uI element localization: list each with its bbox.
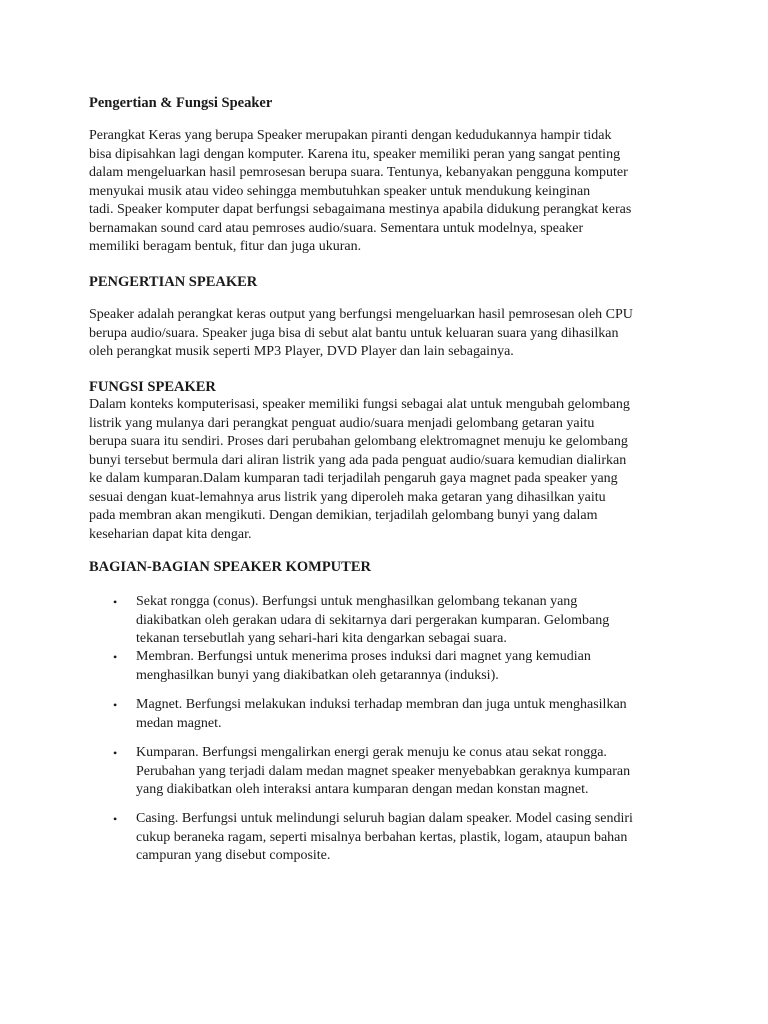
list-item-text: [136, 648, 591, 685]
text-line: memiliki beragam bentuk, fitur dan juga ukuran.: [89, 239, 362, 254]
text-line: pada membran akan mengikuti. Dengan demikian, terjadilah gelombang bunyi yang dalam: [89, 508, 598, 523]
pengertian-paragraph: [89, 306, 633, 362]
heading-fungsi: FUNGSI SPEAKER: [89, 379, 216, 395]
text-line: Perangkat Keras yang berupa Speaker merupakan piranti dengan kedudukannya hampir tidak: [89, 128, 612, 143]
heading-pengertian: PENGERTIAN SPEAKER: [89, 274, 258, 290]
list-item-text: [136, 744, 630, 800]
bullet-icon: •: [113, 812, 118, 826]
text-line: Dalam konteks komputerisasi, speaker memiliki fungsi sebagai alat untuk mengubah gelombang: [89, 397, 630, 412]
text-line: ke dalam kumparan.Dalam kumparan tadi terjadilah pengaruh gaya magnet pada speaker yang: [89, 471, 618, 486]
fungsi-paragraph: [89, 396, 630, 544]
text-line: tekanan tersebutlah yang sehari-hari kita dengarkan sebagai suara.: [136, 631, 507, 646]
bullet-icon: •: [113, 650, 118, 664]
text-line: menyukai musik atau video sehingga membutuhkan speaker untuk mendukung keinginan: [89, 183, 591, 199]
text-line: menghasilkan bunyi yang diakibatkan oleh getarannya (induksi).: [136, 667, 499, 683]
text-line: Membran. Berfungsi untuk menerima proses induksi dari magnet yang kemudian: [136, 649, 591, 664]
list-item-text: [136, 593, 609, 649]
text-line: campuran yang disebut composite.: [136, 848, 331, 863]
text-line: Perubahan yang terjadi dalam medan magnet speaker menyebabkan geraknya kumparan: [136, 763, 631, 779]
document-title: Pengertian & Fungsi Speaker: [89, 95, 273, 111]
bullet-icon: •: [113, 595, 118, 609]
text-line: bernamakan sound card atau pemroses audio/suara. Sementara untuk modelnya, speaker: [89, 220, 584, 236]
text-line: bunyi tersebut bermula dari aliran listrik yang ada pada penguat audio/suara kemudian dialirkan: [89, 452, 627, 468]
text-line: listrik yang mulanya dari perangkat penguat audio/suara menjadi gelombang getaran yaitu: [89, 415, 595, 431]
text-line: keseharian dapat kita dengar.: [89, 526, 252, 542]
text-line: oleh perangkat musik seperti MP3 Player, DVD Player dan lain sebagainya.: [89, 344, 514, 359]
text-line: cukup beraneka ragam, seperti misalnya berbahan kertas, plastik, logam, ataupun bahan: [136, 829, 628, 845]
list-item-text: [136, 810, 633, 866]
text-line: yang diakibatkan oleh interaksi antara kumparan dengan medan konstan magnet.: [136, 782, 589, 797]
intro-paragraph: [89, 127, 631, 257]
bullet-icon: •: [113, 746, 118, 760]
text-line: diakibatkan oleh gerakan udara di sekitarnya dari pergerakan kumparan. Gelombang: [136, 612, 610, 628]
text-line: berupa suara itu sendiri. Proses dari perubahan gelombang elektromagnet menuju ke gelombang: [89, 434, 628, 449]
text-line: Speaker adalah perangkat keras output yang berfungsi mengeluarkan hasil pemrosesan oleh CPU: [89, 307, 633, 322]
text-line: sesuai dengan kuat-lemahnya arus listrik yang diperoleh maka getaran yang dihasilkan yaitu: [89, 489, 606, 505]
bullet-icon: •: [113, 698, 118, 712]
text-line: Sekat rongga (conus). Berfungsi untuk menghasilkan gelombang tekanan yang: [136, 594, 578, 609]
text-line: dalam mengeluarkan hasil pemrosesan berupa suara. Tentunya, kebanyakan pengguna komputer: [89, 165, 628, 180]
text-line: bisa dipisahkan lagi dengan komputer. Karena itu, speaker memiliki peran yang sangat penting: [89, 146, 621, 162]
text-line: medan magnet.: [136, 715, 222, 731]
text-line: berupa audio/suara. Speaker juga bisa di sebut alat bantu untuk keluaran suara yang dihasilkan: [89, 325, 619, 341]
text-line: Magnet. Berfungsi melakukan induksi terhadap membran dan juga untuk menghasilkan: [136, 697, 627, 712]
list-item-text: [136, 696, 627, 733]
heading-bagian: BAGIAN-BAGIAN SPEAKER KOMPUTER: [89, 559, 371, 575]
text-line: tadi. Speaker komputer dapat berfungsi sebagaimana mestinya apabila didukung perangkat keras: [89, 202, 632, 217]
text-line: Kumparan. Berfungsi mengalirkan energi gerak menuju ke conus atau sekat rongga.: [136, 745, 607, 760]
text-line: Casing. Berfungsi untuk melindungi seluruh bagian dalam speaker. Model casing sendiri: [136, 811, 633, 826]
